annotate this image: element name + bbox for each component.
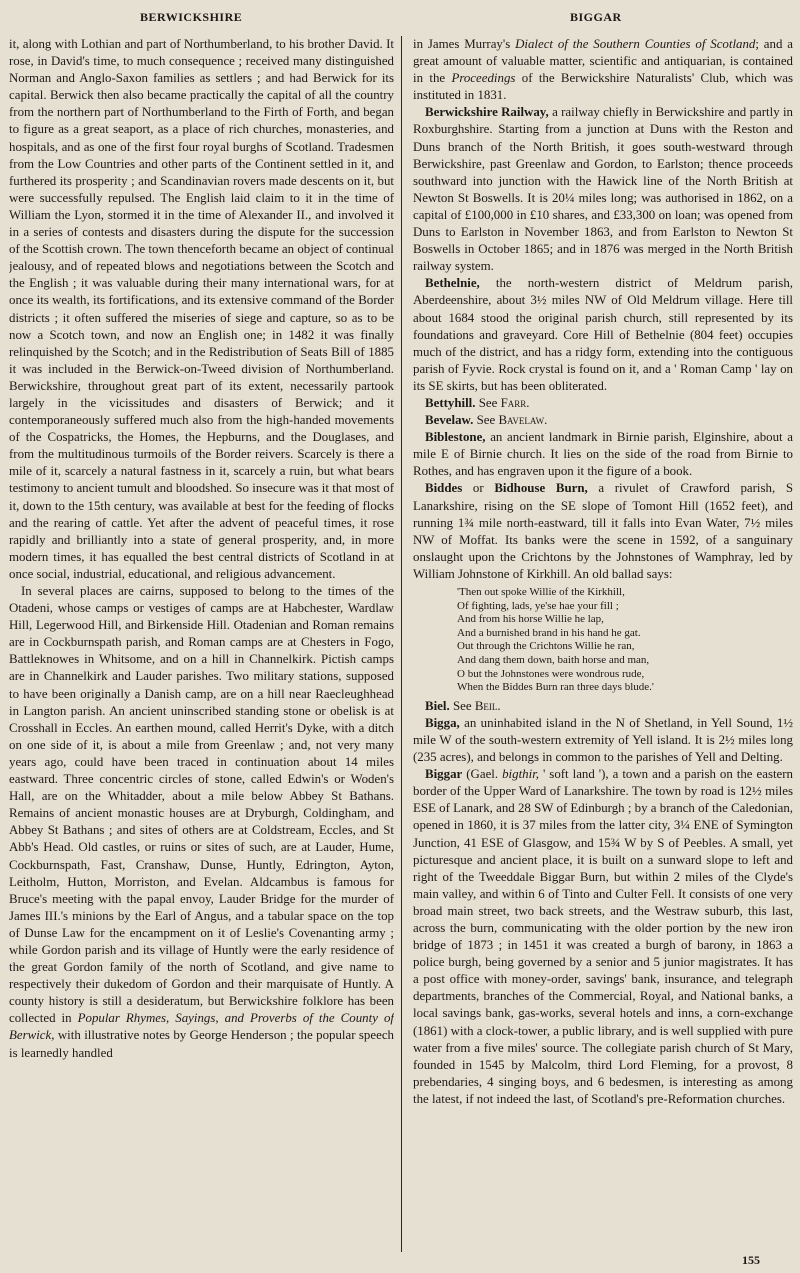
ballad-line: And a burnished brand in his hand he gat. <box>457 626 641 639</box>
entry-berwickshire-railway <box>413 104 793 275</box>
page-number: 155 <box>742 1253 760 1267</box>
entry-text: the north-western district of Meldrum parish, Aberdeenshire, about 3½ miles NW of Old Meldrum village. Here till about 1684 stood the original parish church, still represented by its foundations and graveyard. Core Hill of Bethelnie (804 feet) occupies much of the district, and has a ridgy form, extending into the contiguous parish of Fyvie. Rock crystal is found on it, and a ' Roman Camp ' lay on its SE skirts, but has been obliterated. <box>413 276 793 393</box>
ballad-line: Of fighting, lads, ye'se hae your fill ; <box>457 599 619 612</box>
ballad-line: Out through the Crichtons Willie he ran, <box>457 640 635 653</box>
right-column <box>413 36 793 1252</box>
entry-headword: Bevelaw. <box>425 413 474 428</box>
entry-text: (Gael. <box>466 767 499 782</box>
book-title: Popular Rhymes, Sayings, and Proverbs of the County of Berwick, <box>9 1011 394 1043</box>
entry-text: or <box>472 481 484 496</box>
book-title: Proceedings <box>451 71 516 86</box>
entry-bethelnie <box>413 275 793 395</box>
ballad-quote <box>457 586 793 695</box>
ballad-line: O but the Johnstones were wondrous rude, <box>457 667 645 680</box>
entry-headword: Berwickshire Railway, <box>425 105 549 120</box>
entry-bettyhill <box>413 395 793 412</box>
entry-text: a railway chiefly in Berwickshire and partly in Roxburghshire. Starting from a junction at Duns with the Reston and Duns branch of the North British, it goes south-westward through Berwickshire, past Greenlaw and Gordon, to Earlston; thence proceeds southward into junction with the Hawick line of the North British at Newton St Boswells. It is 20¼ miles long; was authorised in 1862, on a capital of £100,000 in £10 shares, and £33,300 on loan; was opened from Duns to Earlston in November 1863, and from Earlston to Newton St Boswells in October 1865; and in 1876 was merged in the North British railway system. <box>413 105 793 274</box>
entry-headword: Bettyhill. <box>425 395 476 410</box>
see-label: See <box>478 395 498 410</box>
paragraph <box>413 36 793 104</box>
cross-reference: Beil. <box>474 698 501 713</box>
paragraph-text: ; and a great amount of valuable matter, scientific and antiquarian, is contained in the <box>413 37 793 86</box>
entry-biddes-burn <box>413 480 793 583</box>
gaelic-word: bigthir, <box>502 767 539 782</box>
column-divider <box>401 36 402 1252</box>
entry-bevelaw <box>413 412 793 429</box>
entry-biggar <box>413 766 793 1108</box>
paragraph-text: of the Berwickshire Naturalists' Club, which was instituted in 1831. <box>413 71 793 103</box>
book-title: Dialect of the Southern Counties of Scotland <box>515 37 756 51</box>
entry-text: ' soft land '), a town and a parish on the eastern border of the Upper Ward of Lanarkshire. The town by road is 12½ miles ESE of Lanark, and 28 SW of Edinburgh ; by a branch of the Caledonian, opened in 1860, it is 37 miles from the latter city, 3¼ ENE of Symington Junction, 41 ESE of Glasgow, and 15¾ W by S of Peebles. A small, yet picturesque and ancient place, it is built on a sunward slope to left and right of the Tweeddale Biggar Burn, but within 2 miles of the Clyde's main valley, and within 6 of Tinto and Culter Fell. It consists of one very broad main street, two back streets, and the Westraw suburb, this last, across the burn, communicating with the older portion by the new iron bridge of 1873 ; in 1451 it was created a burgh of barony, in 1863 a police burgh, being governed by a senior and 5 junior magistrates. It has a post office with money-order, savings' bank, insurance, and telegraph departments, branches of the Commercial, Royal, and National banks, a local savings bank, gas-works, several hotels and inns, a corn-exchange (1861) with a clock-tower, a public library, and is well supplied with pure water from a five miles' source. The collegiate parish church of St Mary, founded in 1545 by Malcolm, third Lord Fleming, for a provost, 8 prebendaries, 4 singing boys, and 6 bedesmen, is interesting as among the latest, if not indeed the last, of Scotland's pre-Reformation churches. <box>413 767 793 1106</box>
entry-headword: Biel. <box>425 698 450 713</box>
running-head-right: BIGGAR <box>570 10 622 24</box>
paragraph <box>9 583 394 1062</box>
entry-headword: Bethelnie, <box>425 276 480 291</box>
cross-reference: Farr. <box>500 395 530 410</box>
entry-biel <box>413 698 793 715</box>
entry-biblestone <box>413 429 793 480</box>
paragraph-text: in James Murray's <box>413 37 511 51</box>
paragraph: it, along with Lothian and part of Northumberland, to his brother David. It rose, in David's time, to much consequence ; received many distinguished Norman and Anglo-Saxon families as settlers ; and had Berwick for its capital. Berwick then also became practically the capital of all the country from the northern part of Northumberland to the Firth of Forth, and began to figure as a great seaport, as a place of rich churches, monasteries, and hospitals, and as one of the first four royal burghs of Scotland. Tradesmen from the Low Countries and other parts of the Continent settled in it, and furthered its prosperity ; and Scandinavian rovers made descents on it, but were successfully repulsed. The English laid claim to it in the time of William the Lyon, stormed it in the time of Alexander II., and involved it in a series of contests and disasters during the dispute for the succession of the Scottish crown. The town thenceforth became an object of continual jealousy, and of repeated blows and negotiations between the Scotch and the English ; it was valuable during their many international wars, for at once its wealth, its fortifications, and its extensive command of the Border districts ; it often suffered the miseries of siege and capture, so as to be now a Scotch town, and now an English one; in 1482 it was finally relinquished by the Scotch; and in the Redistribution of Seats Bill of 1885 it was included in the Berwick-on-Tweed division of Northumberland. Berwickshire, throughout great part of its extent, necessarily partook largely in the vicissitudes and disasters of Berwick; and it contemporaneously suffered much also from the high-handed movements of the Cospatricks, the Homes, the Hepburns, and the Douglases, and from the multitudinous turmoils of the Border reivers. Scarcely is there a mile of it, scarcely a natural fastness in it, scarcely a ruin, but what bears testimony to ancient tumult and bloodshed. So insecure was it that most of it, down to the 15th century, was available at best for the feeding of flocks and the rearing of cattle. Yet after the advent of peaceful times, it rose rapidly and brilliantly into a state of general prosperity, and, in more modern times, it has equalled the best central districts of Scotland in at once social, industrial, educational, and religious advancement. <box>9 37 394 581</box>
paragraph-text: with illustrative notes by George Henderson ; the popular speech is learnedly handled <box>9 1028 394 1060</box>
ballad-line: And dang them down, baith horse and man, <box>457 653 650 666</box>
entry-headword: Bidhouse Burn, <box>494 481 588 496</box>
entry-text: an ancient landmark in Birnie parish, Elginshire, about a mile E of Birnie church. It lies on the side of the road from Birnie to Rothes, and has engraven upon it the figure of a book. <box>413 430 793 479</box>
entry-headword: Biggar <box>425 767 463 782</box>
paragraph-text: In several places are cairns, supposed to belong to the times of the Otadeni, whose camps or vestiges of camps are at Habchester, Wardlaw Hill, Legerwood Hill, and Birkenside Hill. Otadenian and Roman remains are in Cockburnspath parish, and Roman camps are at Chesters in Fogo, Battleknowes in Whitsome, and on a hill in Channelkirk. Pictish camps are in Channelkirk and Lauder parishes. Two military stations, supposed to have been originally a Danish camp, are on a hill near Raecleughhead in Langton parish. An ancient uninscribed standing stone or obelisk is at Crosshall in Eccles. An earthen mound, called Herrit's Dyke, with a ditch on one side of it, is about a mile from Greenlaw ; and, not very many years ago, could have been traced in continuation about 14 miles eastward. Three concentric circles of stone, called Edwin's or Woden's Hall, are on the Whitadder, about a mile below Abbey St Bathans. Remains of ancient monastic houses are at Dryburgh, Coldingham, and Abbey St Bathans ; and sites of others are at Coldstream, Eccles, and St Abb's Head. Old castles, or ruins or sites of such, are at Lauder, Hume, Cockburnspath, Fast, Cranshaw, Dunse, Huntly, Edrington, Ayton, Leitholm, Hutton, Morriston, and Evelan. Aldcambus is famous for Bruce's meeting with the papal envoy, Lauder Bridge for the murder of James III.'s minions by the Earl of Angus, and a tabular space on the top of Dunse Law for the encampment on it of Leslie's Covenanting army ; while Gordon parish and its village of Huntly were the early residence of the great Gordon family of the north of Scotland, and give name to respectively their dukedom of Gordon and their marquisate of Huntly. A county history is still a desideratum, but Berwickshire folklore has been collected in <box>9 584 394 1026</box>
entry-headword: Biblestone, <box>425 430 486 445</box>
see-label: See <box>476 413 496 428</box>
ballad-line: And from his horse Willie he lap, <box>457 613 604 626</box>
entry-headword: Biddes <box>425 481 463 496</box>
ballad-line: 'Then out spoke Willie of the Kirkhill, <box>457 586 625 598</box>
left-column <box>9 36 394 1252</box>
entry-text: a rivulet of Crawford parish, S Lanarkshire, rising on the SE slope of Tomont Hill (1652 feet), and running 1¾ mile north-eastward, till it falls into Evan Water, 7½ miles NW of Moffat. Its banks were the scene in 1592, of a sanguinary onslaught upon the Crichtons by the Johnstones of Wamphray, led by William Johnstone of Kirkhill. An old ballad says: <box>413 481 793 581</box>
entry-bigga <box>413 715 793 766</box>
cross-reference: Bavelaw. <box>498 413 548 428</box>
entry-text: an uninhabited island in the N of Shetland, in Yell Sound, 1½ mile W of the south-western extremity of Yell island. It is 2½ miles long (235 acres), and belongs in common to the parishes of Yell and Delting. <box>413 715 793 765</box>
entry-headword: Bigga, <box>425 715 460 730</box>
see-label: See <box>452 698 472 713</box>
running-head-left: BERWICKSHIRE <box>140 10 243 24</box>
ballad-line: When the Biddes Burn ran three days blude.' <box>457 681 654 694</box>
